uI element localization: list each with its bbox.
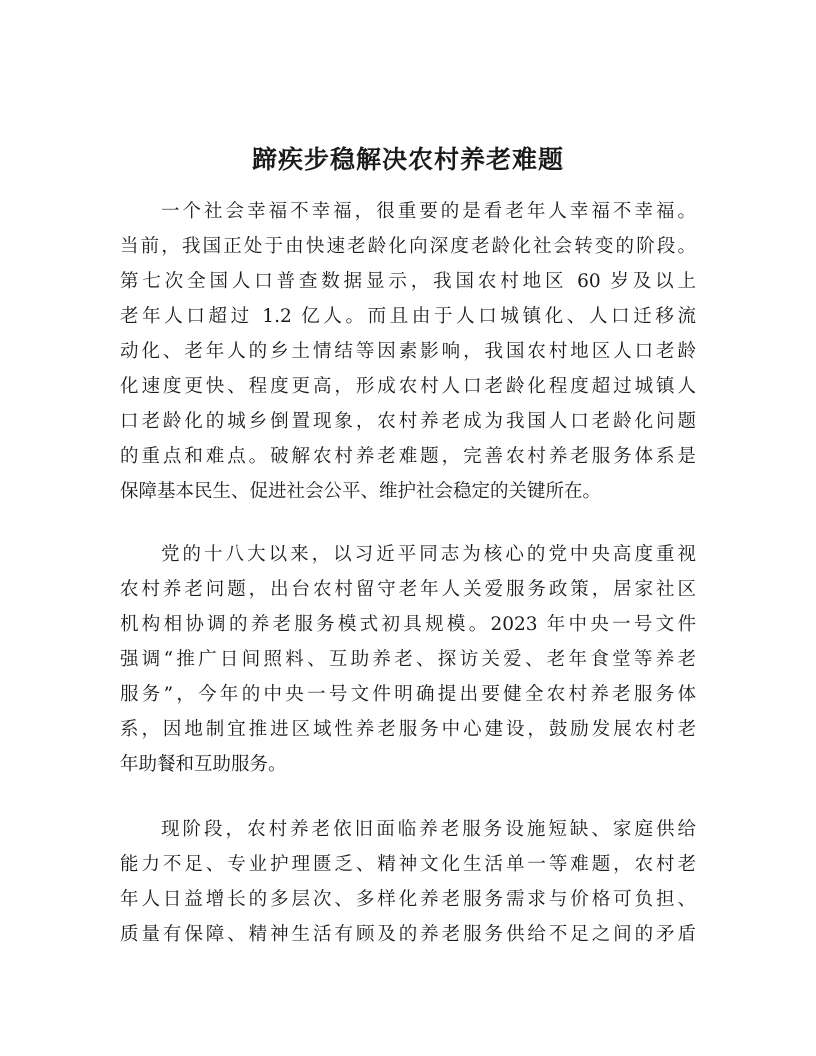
- paragraph-2: [120, 537, 696, 782]
- text-line: 年助餐和互助服务。: [120, 754, 287, 775]
- text-line: 能力不足、专业护理匮乏、精神文化生活单一等难题，农村老: [120, 854, 696, 875]
- text-line: 保障基本民生、促进社会公平、维护社会稳定的关键所在。: [120, 481, 602, 502]
- text-line: 服务”，今年的中央一号文件明确提出要健全农村养老服务体: [120, 684, 696, 705]
- text-line: 强调“推广日间照料、互助养老、探访关爱、老年食堂等养老: [120, 649, 696, 670]
- text-line: 党的十八大以来，以习近平同志为核心的党中央高度重视: [161, 544, 696, 565]
- text-line: 一个社会幸福不幸福，很重要的是看老年人幸福不幸福。: [161, 201, 696, 222]
- text-line: 口老龄化的城乡倒置现象，农村养老成为我国人口老龄化问题: [120, 411, 696, 432]
- article-title: 蹄疾步稳解决农村养老难题: [251, 145, 564, 174]
- text-line: 质量有保障、精神生活有顾及的养老服务供给不足之间的矛盾: [120, 924, 696, 945]
- text-line: 农村养老问题，出台农村留守老年人关爱服务政策，居家社区: [120, 579, 696, 600]
- paragraph-3: [120, 812, 696, 952]
- text-line: 年人日益增长的多层次、多样化养老服务需求与价格可负担、: [120, 889, 696, 910]
- paragraph-1: [120, 194, 696, 509]
- text-line: 的重点和难点。破解农村养老难题，完善农村养老服务体系是: [120, 446, 696, 467]
- text-line: 第七次全国人口普查数据显示，我国农村地区 60 岁及以上: [120, 271, 696, 292]
- text-line: 系，因地制宜推进区域性养老服务中心建设，鼓励发展农村老: [120, 719, 696, 740]
- text-line: 现阶段，农村养老依旧面临养老服务设施短缺、家庭供给: [161, 819, 696, 840]
- text-line: 化速度更快、程度更高，形成农村人口老龄化程度超过城镇人: [120, 376, 696, 397]
- text-line: 当前，我国正处于由快速老龄化向深度老龄化社会转变的阶段。: [120, 236, 696, 257]
- text-line: 老年人口超过 1.2 亿人。而且由于人口城镇化、人口迁移流: [120, 306, 696, 327]
- text-line: 动化、老年人的乡土情结等因素影响，我国农村地区人口老龄: [120, 341, 696, 362]
- text-line: 机构相协调的养老服务模式初具规模。2023 年中央一号文件: [120, 614, 696, 635]
